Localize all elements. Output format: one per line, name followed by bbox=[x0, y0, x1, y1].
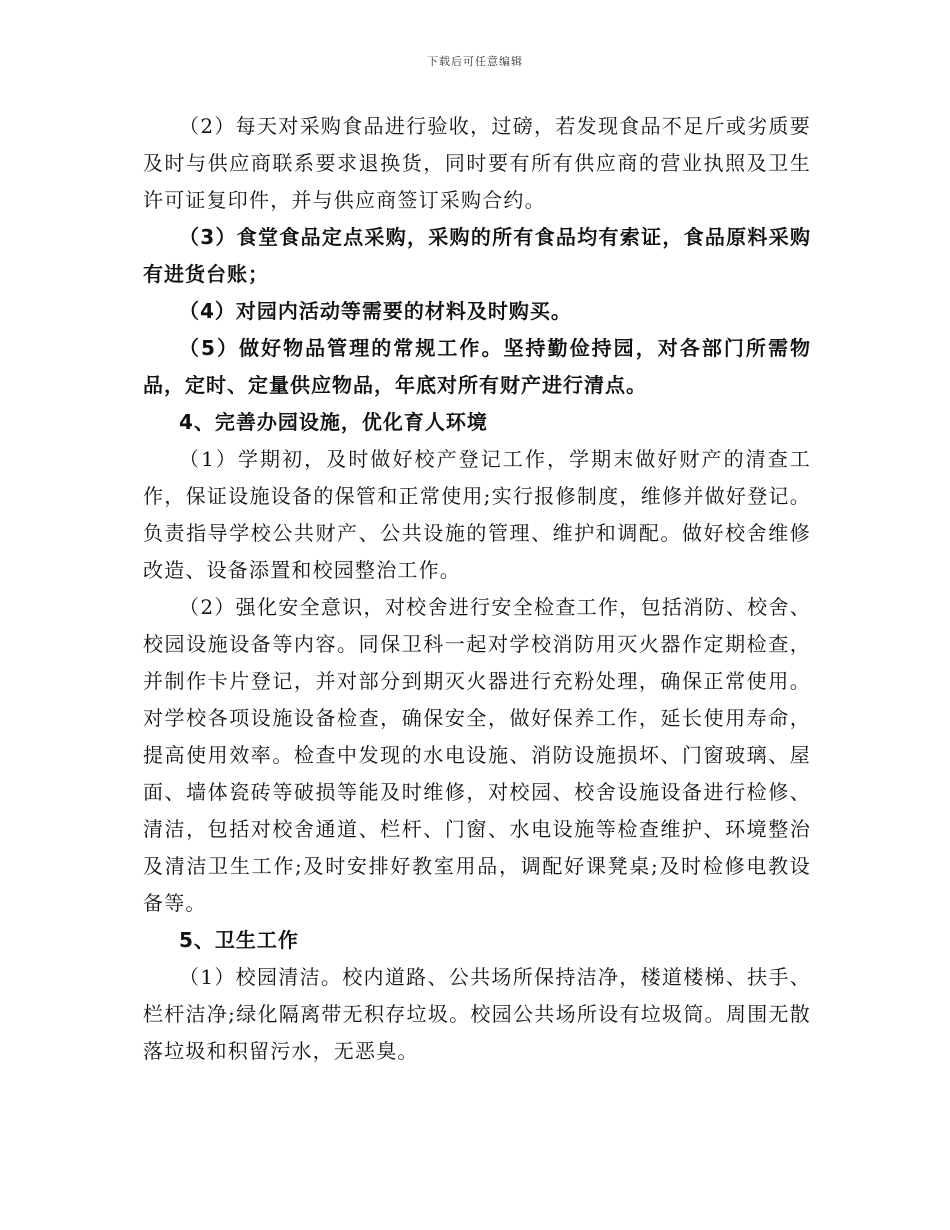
paragraph-activity-materials: （4）对园内活动等需要的材料及时购买。 bbox=[179, 299, 572, 323]
document-body bbox=[143, 108, 811, 1070]
paragraph-purchase-inspection: （2）每天对采购食品进行验收，过磅，若发现食品不足斤或劣质要及时与供应商联系要求退换货，同时要有所有供应商的营业执照及卫生许可证复印件，并与供应商签订采购合约。 bbox=[143, 114, 811, 212]
paragraph-canteen-purchase: （3）食堂食品定点采购，采购的所有食品均有索证，食品原料采购有进货台账； bbox=[143, 225, 811, 286]
section-heading-hygiene: 5、卫生工作 bbox=[179, 928, 299, 952]
page-header: 下载后可任意编辑 bbox=[427, 55, 523, 68]
paragraph-safety-inspection: （2）强化安全意识，对校舍进行安全检查工作，包括消防、校舍、校园设施设备等内容。同保卫科一起对学校消防用灭火器作定期检查，并制作卡片登记，并对部分到期灭火器进行充粉处理，确保正常使用。对学校各项设施设备检查，确保安全，做好保养工作，延长使用寿命，提高使用效率。检查中发现的水电设施、消防设施损坏、门窗玻璃、屋面、墙体瓷砖等破损等能及时维修，对校园、校舍设施设备进行检修、清洁，包括对校舍通道、栏杆、门窗、水电设施等检查维护、环境整治及清洁卫生工作;及时安排好教室用品，调配好课凳桌;及时检修电教设备等。 bbox=[143, 595, 811, 915]
paragraph-goods-management: （5）做好物品管理的常规工作。坚持勤俭持园，对各部门所需物品，定时、定量供应物品，年底对所有财产进行清点。 bbox=[143, 336, 811, 397]
paragraph-asset-registration: （1）学期初，及时做好校产登记工作，学期末做好财产的清查工作，保证设施设备的保管和正常使用;实行报修制度，维修并做好登记。负责指导学校公共财产、公共设施的管理、维护和调配。做好校舍维修改造、设备添置和校园整治工作。 bbox=[143, 447, 811, 582]
section-heading-facilities: 4、完善办园设施，优化育人环境 bbox=[179, 410, 488, 434]
paragraph-campus-cleaning: （1）校园清洁。校内道路、公共场所保持洁净，楼道楼梯、扶手、栏杆洁净;绿化隔离带无积存垃圾。校园公共场所设有垃圾筒。周围无散落垃圾和积留污水，无恶臭。 bbox=[143, 965, 811, 1063]
